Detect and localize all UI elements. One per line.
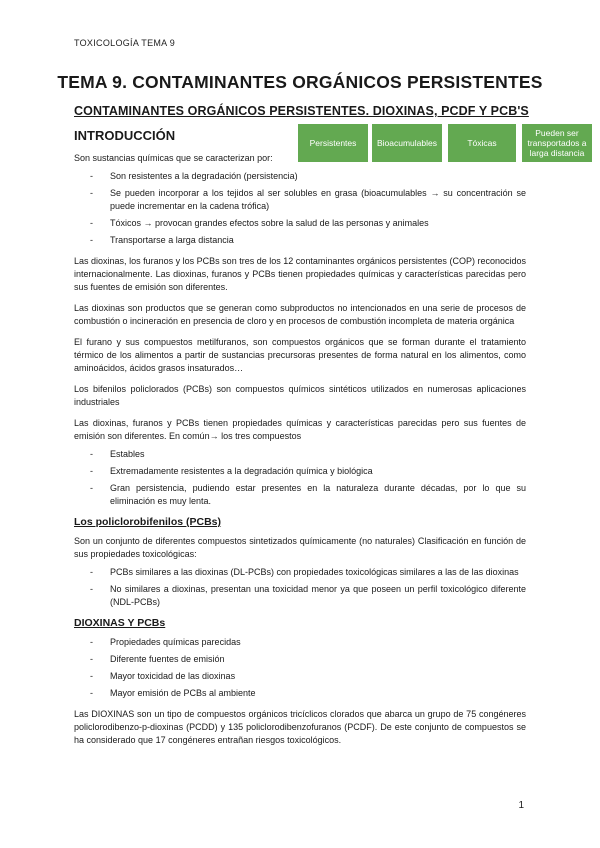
paragraph: El furano y sus compuestos metilfuranos, son compuestos orgánicos que se forman durante el tratamiento térmico de los alimentos a partir de sustancias precursoras presentes de forma natural en los alimentos, como aminoácidos, ácidos grasos insaturados…: [74, 337, 526, 373]
tag-bioacumulables: Bioacumulables: [372, 124, 442, 162]
paragraph: Las dioxinas son productos que se generan como subproductos no intencionados en una serie de procesos de combustión o incineración en presencia de cloro y en procesos de combustión incompleta de materia orgánica: [74, 303, 526, 326]
list-item-text: Son resistentes a la degradación (persistencia): [110, 171, 298, 181]
list-item: [74, 234, 526, 247]
document-body: [74, 152, 526, 755]
paragraph: Los bifenilos policlorados (PCBs) son compuestos químicos sintéticos utilizados en numerosas aplicaciones industriales: [74, 384, 526, 407]
bullet-dash: -: [90, 188, 93, 198]
bullet-dash: -: [90, 688, 93, 698]
page-number: 1: [518, 800, 524, 811]
list-item-text: Extremadamente resistentes a la degradación química y biológica: [110, 466, 373, 476]
page-title: TEMA 9. CONTAMINANTES ORGÁNICOS PERSISTENTES: [57, 72, 543, 92]
page-subtitle: CONTAMINANTES ORGÁNICOS PERSISTENTES. DIOXINAS, PCDF Y PCB'S: [74, 104, 529, 118]
list-item-text: Diferente fuentes de emisión: [110, 654, 225, 664]
list-item-text: PCBs similares a las dioxinas (DL-PCBs) con propiedades toxicológicas similares a las de las dioxinas: [110, 567, 519, 577]
bullet-dash: -: [90, 567, 93, 577]
list-item: [74, 583, 526, 609]
section-heading-introduccion: INTRODUCCIÓN: [74, 128, 176, 143]
list-item-text: Se pueden incorporar a los tejidos al ser solubles en grasa (bioacumulables → su concentración se puede incrementar en la cadena trófica): [110, 188, 526, 211]
paragraph: Las dioxinas, los furanos y los PCBs son tres de los 12 contaminantes orgánicos persistentes (COP) reconocidos internacionalmente. Las dioxinas, furanos y PCBs tienen propiedades químicas y características parecidas pero sus fuentes de emisión son diferentes.: [74, 256, 526, 292]
paragraph: Son un conjunto de diferentes compuestos sintetizados químicamente (no naturales) Clasificación en función de sus propiedades toxicológicas:: [74, 536, 526, 559]
common-bullet-list: [74, 448, 526, 508]
list-item: [74, 465, 526, 478]
paragraph: Las DIOXINAS son un tipo de compuestos orgánicos tricíclicos clorados que abarca un grupo de 75 congéneres policlorodibenzo-p-dioxinas (PCDD) y 135 policlorodibenzofuranos (PCDF). De este conjunto de compuestos se ha considerado que 17 congéneres entrañan riesgos toxicológicos.: [74, 709, 526, 745]
dioxinas-bullet-list: [74, 636, 526, 700]
list-item-text: Propiedades químicas parecidas: [110, 637, 241, 647]
list-item: [74, 482, 526, 508]
section-heading-pcbs: Los policlorobifenilos (PCBs): [74, 516, 222, 528]
tag-persistentes: Persistentes: [298, 124, 368, 162]
list-item-text: Transportarse a larga distancia: [110, 235, 234, 245]
bullet-dash: -: [90, 235, 93, 245]
list-item: [74, 653, 526, 666]
bullet-dash: -: [90, 671, 93, 681]
intro-lead: Son sustancias químicas que se caracterizan por:: [74, 153, 273, 163]
list-item-text: Mayor emisión de PCBs al ambiente: [110, 688, 256, 698]
intro-bullet-list: [74, 170, 526, 247]
running-header: TOXICOLOGÍA TEMA 9: [74, 38, 176, 48]
list-item: [74, 670, 526, 683]
paragraph: Las dioxinas, furanos y PCBs tienen propiedades químicas y características parecidas pero sus fuentes de emisión son diferentes. En común→ los tres compuestos: [74, 418, 526, 441]
list-item: [74, 636, 526, 649]
bullet-dash: -: [90, 218, 93, 228]
bullet-dash: -: [90, 584, 93, 594]
bullet-dash: -: [90, 171, 93, 181]
list-item: [74, 187, 526, 213]
list-item-text: Mayor toxicidad de las dioxinas: [110, 671, 236, 681]
list-item: [74, 566, 526, 579]
pcbs-bullet-list: [74, 566, 526, 609]
list-item-text: Tóxicos → provocan grandes efectos sobre la salud de las personas y animales: [110, 218, 429, 228]
tag-transporte-larga-distancia: Pueden ser transportados a larga distancia: [522, 124, 592, 162]
list-item: [74, 170, 526, 183]
list-item-text: Gran persistencia, pudiendo estar presentes en la naturaleza durante décadas, por lo que su eliminación es muy lenta.: [110, 483, 526, 506]
list-item: [74, 217, 526, 230]
section-heading-dioxinas: DIOXINAS Y PCBs: [74, 617, 166, 629]
list-item: [74, 448, 526, 461]
bullet-dash: -: [90, 466, 93, 476]
bullet-dash: -: [90, 654, 93, 664]
bullet-dash: -: [90, 637, 93, 647]
bullet-dash: -: [90, 449, 93, 459]
list-item-text: No similares a dioxinas, presentan una toxicidad menor ya que poseen un perfil toxicológico diferente (NDL-PCBs): [110, 584, 526, 607]
list-item-text: Estables: [110, 449, 145, 459]
bullet-dash: -: [90, 483, 93, 493]
tag-toxicas: Tóxicas: [448, 124, 516, 162]
list-item: [74, 687, 526, 700]
